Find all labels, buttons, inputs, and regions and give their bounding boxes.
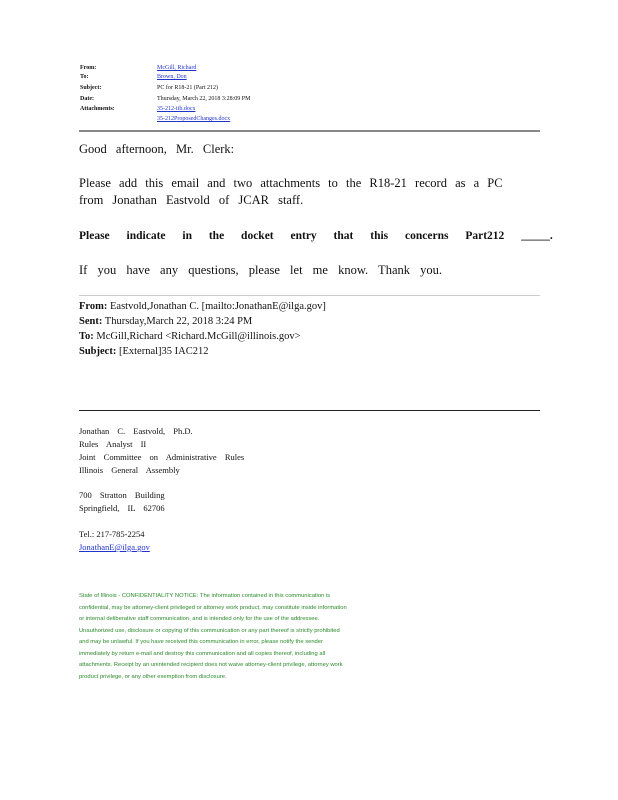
- header-subject-label: Subject:: [80, 85, 102, 91]
- signature-org-1: Joint Committee on Administrative Rules: [79, 452, 245, 462]
- header-date-value: Thursday, March 22, 2018 3:28:09 PM: [157, 96, 251, 102]
- body-paragraph-1-line-1: Please add this email and two attachments to the R18-21 record as a PC: [79, 176, 503, 190]
- confidentiality-line: State of Illinois - CONFIDENTIALITY NOTICE: The information contained in this communication is: [79, 593, 331, 599]
- forwarded-subject-row: [79, 345, 209, 359]
- body-paragraph-2: Please indicate in the docket entry that this concerns Part212 _____.: [79, 230, 553, 242]
- confidentiality-line: or internal deliberative staff communication, and is intended only for the use of the addressee.: [79, 616, 320, 622]
- body-paragraph-1-line-2: from Jonathan Eastvold of JCAR staff.: [79, 193, 304, 207]
- confidentiality-line: attachments. Receipt by an unintended recipient does not waive attorney-client privilege, attorney work: [79, 662, 343, 668]
- header-to-value[interactable]: Brown, Don: [157, 74, 187, 80]
- forwarded-to-value: McGill,Richard <Richard.McGill@illinois.gov>: [96, 331, 301, 342]
- forwarded-to-label: To:: [79, 331, 94, 342]
- header-from-value[interactable]: McGill, Richard: [157, 65, 197, 71]
- forwarded-sent-row: [79, 315, 252, 329]
- body-paragraph-3: If you have any questions, please let me know. Thank you.: [79, 263, 442, 277]
- signature-tel: Tel.: 217-785-2254: [79, 529, 145, 539]
- signature-address-1: 700 Stratton Building: [79, 490, 165, 500]
- forwarded-from-value: Eastvold,Jonathan C. [mailto:JonathanE@ilga.gov]: [110, 301, 326, 312]
- confidentiality-line: immediately by return e-mail and destroy this communication and all copies thereof, including all: [79, 650, 326, 657]
- attachment-link-1[interactable]: 35-212-tib.docx: [157, 106, 196, 112]
- header-date-label: Date:: [80, 96, 94, 102]
- confidentiality-line: Unauthorized use, disclosure or copying of this communication or any part thereof is strictly prohibited: [79, 627, 340, 634]
- signature-divider: [79, 410, 540, 411]
- forwarded-to-row: [79, 330, 301, 344]
- signature-name: Jonathan C. Eastvold, Ph.D.: [79, 426, 193, 436]
- header-to-label: To:: [80, 74, 89, 80]
- signature-org-2: Illinois General Assembly: [79, 465, 180, 475]
- forwarded-sent-label: Sent:: [79, 316, 103, 327]
- header-from-label: From:: [80, 65, 97, 71]
- header-attachments-label: Attachments:: [80, 106, 115, 112]
- forwarded-subject-value: [External]35 IAC212: [118, 346, 209, 357]
- header-subject-value: PC for R18-21 (Part 212): [157, 85, 218, 91]
- forward-divider: [79, 295, 540, 296]
- attachment-link-2[interactable]: 35-212ProposedChanges.docx: [157, 116, 231, 122]
- forwarded-from-label: From:: [79, 301, 108, 312]
- header-divider: [79, 130, 540, 132]
- confidentiality-line: confidential, may be attorney-client privileged or attorney work product, may constitute inside information: [79, 604, 347, 611]
- forwarded-sent-value: Thursday,March 22, 2018 3:24 PM: [104, 316, 253, 327]
- confidentiality-line: product privilege, or any other exemption from disclosure.: [79, 673, 227, 680]
- confidentiality-line: and may be unlawful. If you have received this communication in error, please notify the sender: [79, 639, 323, 645]
- forwarded-subject-label: Subject:: [79, 346, 117, 357]
- forwarded-from-row: [79, 300, 326, 314]
- signature-title: Rules Analyst II: [79, 439, 147, 449]
- signature-email-link[interactable]: JonathanE@ilga.gov: [79, 542, 150, 552]
- confidentiality-notice: [79, 591, 379, 683]
- signature-address-2: Springfield, IL 62706: [79, 503, 165, 513]
- greeting: Good afternoon, Mr. Clerk:: [79, 142, 235, 156]
